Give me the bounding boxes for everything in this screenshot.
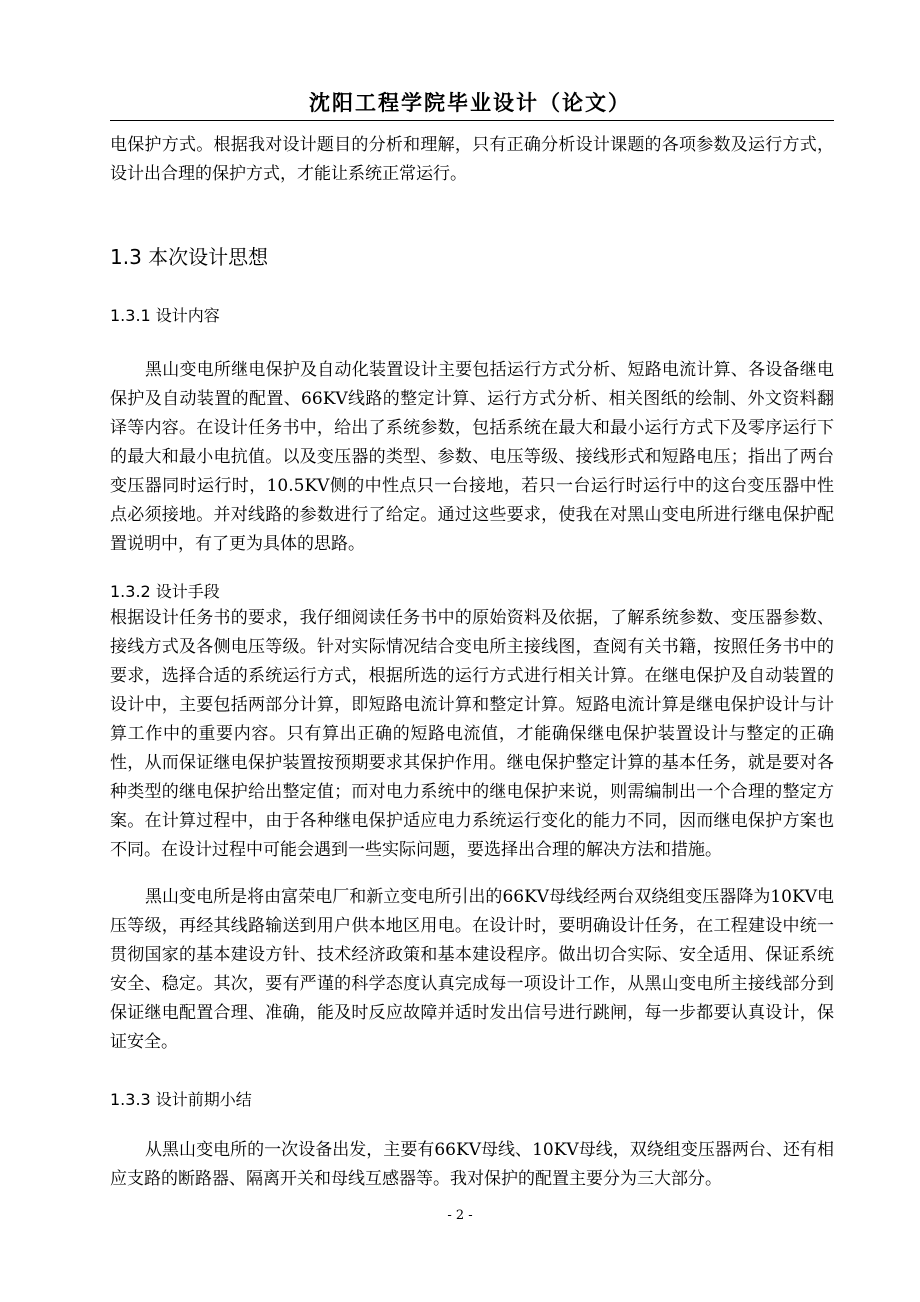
subsection-heading-1-3-2: 1.3.2 设计手段 bbox=[110, 582, 220, 601]
section-heading-1-3: 1.3 本次设计思想 bbox=[110, 245, 269, 269]
subsection-heading-1-3-1: 1.3.1 设计内容 bbox=[110, 306, 220, 325]
paragraph-design-means: 根据设计任务书的要求，我仔细阅读任务书中的原始资料及依据，了解系统参数、变压器参数、接线方式及各侧电压等级。针对实际情况结合变电所主接线图，查阅有关书籍，按照任务书中的要求，选择合适的系统运行方式，根据所选的运行方式进行相关计算。在继电保护及自动装置的设计中，主要包括两部分计算，即短路电流计算和整定计算。短路电流计算是继电保护设计与计算工作中的重要内容。只有算出正确的短路电流值，才能确保继电保护装置设计与整定的正确性，从而保证继电保护装置按预期要求其保护作用。继电保护整定计算的基本任务，就是要对各种类型的继电保护给出整定值；而对电力系统中的继电保护来说，则需编制出一个合理的整定方案。在计算过程中，由于各种继电保护适应电力系统运行变化的能力不同，因而继电保护方案也不同。在设计过程中可能会遇到一些实际问题，要选择出合理的解决方法和措施。 bbox=[110, 608, 834, 860]
paragraph-heishan-substation: 黑山变电所是将由富荣电厂和新立变电所引出的66KV母线经两台双绕组变压器降为10KV电压等级，再经其线路输送到用户供本地区用电。在设计时，要明确设计任务，在工程建设中统一贯彻国家的基本建设方针、技术经济政策和基本建设程序。做出切合实际、安全适用、保证系统安全、稳定。其次，要有严谨的科学态度认真完成每一项设计工作，从黑山变电所主接线部分到保证继电配置合理、准确，能及时反应故障并适时发出信号进行跳闸，每一步都要认真设计，保证安全。 bbox=[110, 887, 834, 1052]
header-divider bbox=[110, 120, 834, 121]
subsection-heading-1-3-3: 1.3.3 设计前期小结 bbox=[110, 1090, 252, 1109]
header-title: 沈阳工程学院毕业设计（论文） bbox=[309, 91, 631, 115]
paragraph-preliminary-summary: 从黑山变电所的一次设备出发，主要有66KV母线、10KV母线，双绕组变压器两台、还有相应支路的断路器、隔离开关和母线互感器等。我对保护的配置主要分为三大部分。 bbox=[110, 1140, 834, 1189]
page-number: - 2 - bbox=[447, 1208, 473, 1223]
paragraph-design-content: 黑山变电所继电保护及自动化装置设计主要包括运行方式分析、短路电流计算、各设备继电保护及自动装置的配置、66KV线路的整定计算、运行方式分析、相关图纸的绘制、外文资料翻译等内容。在设计任务书中，给出了系统参数，包括系统在最大和最小运行方式下及零序运行下的最大和最小电抗值。以及变压器的类型、参数、电压等级、接线形式和短路电压；指出了两台变压器同时运行时，10.5KV侧的中性点只一台接地，若只一台运行时运行中的这台变压器中性点必须接地。并对线路的参数进行了给定。通过这些要求，使我在对黑山变电所进行继电保护配置说明中，有了更为具体的思路。 bbox=[110, 360, 834, 554]
intro-paragraph: 电保护方式。根据我对设计题目的分析和理解，只有正确分析设计课题的各项参数及运行方式，设计出合理的保护方式，才能让系统正常运行。 bbox=[110, 135, 834, 184]
